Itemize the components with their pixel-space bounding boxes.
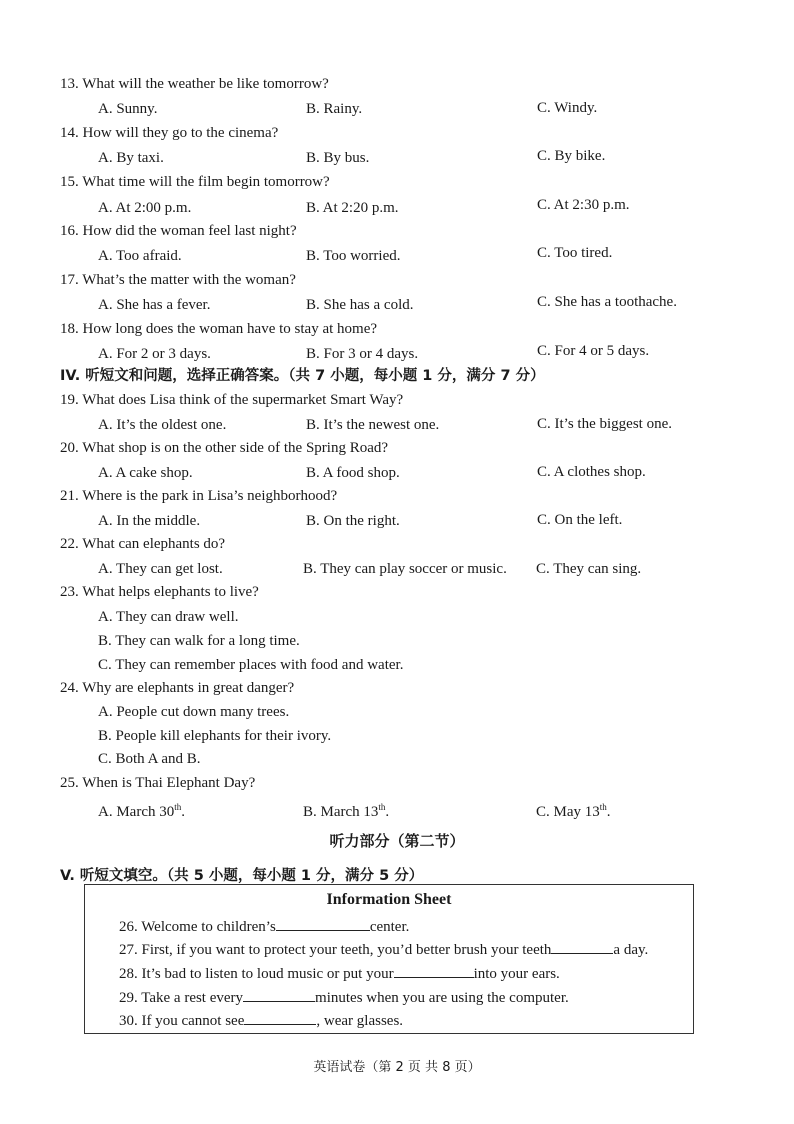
option-a: A. By taxi.: [98, 150, 164, 166]
fill-text-pre: 30. If you cannot see: [119, 1013, 245, 1029]
option-b: B. On the right.: [306, 513, 400, 529]
fill-text-pre: 27. First, if you want to protect your teeth, you’d better brush your teeth: [119, 942, 552, 958]
question-number: 25.: [60, 775, 79, 791]
question-text: How did the woman feel last night?: [82, 223, 297, 239]
fill-text-post: center.: [369, 919, 410, 935]
question-number: 18.: [60, 321, 79, 337]
question-number: 14.: [60, 125, 79, 141]
option-c: C. They can remember places with food and water.: [98, 657, 404, 673]
option-b: B. It’s the newest one.: [306, 417, 440, 433]
question-15: [60, 173, 760, 191]
option-b: B. At 2:20 p.m.: [306, 200, 399, 216]
question-text: How long does the woman have to stay at home?: [82, 321, 378, 337]
fill-line-26: [119, 918, 409, 936]
question-18: [60, 320, 760, 338]
question-number: 21.: [60, 488, 79, 504]
option-a: A. Too afraid.: [98, 248, 182, 264]
option-c: C. Too tired.: [537, 245, 613, 261]
fill-text-post: into your ears.: [473, 966, 560, 982]
fill-text-pre: 29. Take a rest every: [119, 990, 244, 1006]
question-text: What can elephants do?: [82, 536, 226, 552]
fill-line-29: [119, 989, 569, 1007]
question-number: 24.: [60, 680, 79, 696]
listening-part2-title: 听力部分（第二节）: [329, 832, 465, 850]
option-c: C. She has a toothache.: [537, 294, 677, 310]
answer-blank[interactable]: [244, 1012, 316, 1025]
option-a: A. A cake shop.: [98, 465, 193, 481]
question-text: What’s the matter with the woman?: [82, 272, 296, 288]
fill-text-post: , wear glasses.: [316, 1013, 404, 1029]
option-b: B. Rainy.: [306, 101, 363, 117]
question-number: 20.: [60, 440, 79, 456]
question-text: What does Lisa think of the supermarket Smart Way?: [82, 392, 404, 408]
fill-text-pre: 28. It’s bad to listen to loud music or put your: [119, 966, 394, 982]
question-16: [60, 222, 760, 240]
ordinal-suffix: th: [378, 802, 386, 812]
question-text: What shop is on the other side of the Spring Road?: [82, 440, 389, 456]
option-a: A. She has a fever.: [98, 297, 211, 313]
option-c: C. A clothes shop.: [537, 464, 646, 480]
period: .: [181, 804, 185, 820]
fill-line-30: [119, 1012, 403, 1030]
question-text: How will they go to the cinema?: [82, 125, 279, 141]
question-20: [60, 439, 760, 457]
option-b: B. By bus.: [306, 150, 370, 166]
fill-line-28: [119, 965, 560, 983]
option-b: [303, 798, 389, 821]
option-b: B. A food shop.: [306, 465, 400, 481]
question-text: What helps elephants to live?: [82, 584, 259, 600]
option-c: C. Both A and B.: [98, 751, 201, 767]
question-21: [60, 487, 760, 505]
option-c: [536, 798, 611, 821]
option-c: C. For 4 or 5 days.: [537, 343, 650, 359]
question-19: [60, 391, 760, 409]
question-text: Why are elephants in great danger?: [82, 680, 295, 696]
option-c-text: C. May 13: [536, 804, 600, 820]
section-5-heading: V. 听短文填空。（共 5 小题，每小题 1 分，满分 5 分）: [60, 868, 424, 884]
question-number: 17.: [60, 272, 79, 288]
option-c: C. They can sing.: [536, 561, 642, 577]
question-13: [60, 75, 760, 93]
option-b: B. For 3 or 4 days.: [306, 346, 419, 362]
fill-text-post: a day.: [613, 942, 649, 958]
fill-line-27: [119, 941, 648, 959]
option-a: A. Sunny.: [98, 101, 158, 117]
option-a: [98, 798, 185, 821]
option-c: C. At 2:30 p.m.: [537, 197, 630, 213]
question-number: 13.: [60, 76, 79, 92]
section-4-heading: IV. 听短文和问题，选择正确答案。（共 7 小题，每小题 1 分，满分 7 分）: [60, 368, 545, 384]
question-number: 23.: [60, 584, 79, 600]
ordinal-suffix: th: [174, 802, 182, 812]
option-b: B. Too worried.: [306, 248, 401, 264]
option-a: A. In the middle.: [98, 513, 201, 529]
question-text: When is Thai Elephant Day?: [82, 775, 256, 791]
question-text: What will the weather be like tomorrow?: [82, 76, 329, 92]
option-b: B. People kill elephants for their ivory.: [98, 728, 332, 744]
question-number: 22.: [60, 536, 79, 552]
question-17: [60, 271, 760, 289]
option-a: A. They can draw well.: [98, 609, 239, 625]
information-sheet-title: Information Sheet: [326, 891, 452, 908]
question-number: 16.: [60, 223, 79, 239]
option-c: C. Windy.: [537, 100, 598, 116]
option-b: B. She has a cold.: [306, 297, 414, 313]
option-a: A. At 2:00 p.m.: [98, 200, 192, 216]
page-footer: 英语试卷（第 2 页 共 8 页）: [313, 1060, 481, 1075]
question-number: 15.: [60, 174, 79, 190]
question-24: [60, 679, 760, 697]
answer-blank[interactable]: [551, 941, 613, 954]
option-a: A. They can get lost.: [98, 561, 223, 577]
question-number: 19.: [60, 392, 79, 408]
period: .: [606, 804, 611, 820]
option-c: C. By bike.: [537, 148, 606, 164]
ordinal-suffix: th: [599, 802, 607, 812]
option-a: A. For 2 or 3 days.: [98, 346, 211, 362]
option-b: B. They can walk for a long time.: [98, 633, 300, 649]
question-text: Where is the park in Lisa’s neighborhood?: [82, 488, 338, 504]
option-a-text: A. March 30: [98, 804, 175, 820]
question-14: [60, 124, 760, 142]
option-c: C. It’s the biggest one.: [537, 416, 672, 432]
answer-blank[interactable]: [276, 918, 370, 931]
question-23: [60, 583, 760, 601]
period: .: [385, 804, 390, 820]
option-b-text: B. March 13: [303, 804, 379, 820]
option-a: A. It’s the oldest one.: [98, 417, 227, 433]
option-c: C. On the left.: [537, 512, 623, 528]
information-sheet: [84, 884, 694, 1034]
fill-text-post: minutes when you are using the computer.: [315, 990, 569, 1006]
question-22: [60, 535, 760, 553]
question-text: What time will the film begin tomorrow?: [82, 174, 330, 190]
question-25: [60, 774, 760, 792]
answer-blank[interactable]: [394, 965, 474, 978]
option-b: B. They can play soccer or music.: [303, 561, 507, 577]
answer-blank[interactable]: [243, 989, 315, 1002]
fill-text-pre: 26. Welcome to children’s: [119, 919, 276, 935]
option-a: A. People cut down many trees.: [98, 704, 290, 720]
